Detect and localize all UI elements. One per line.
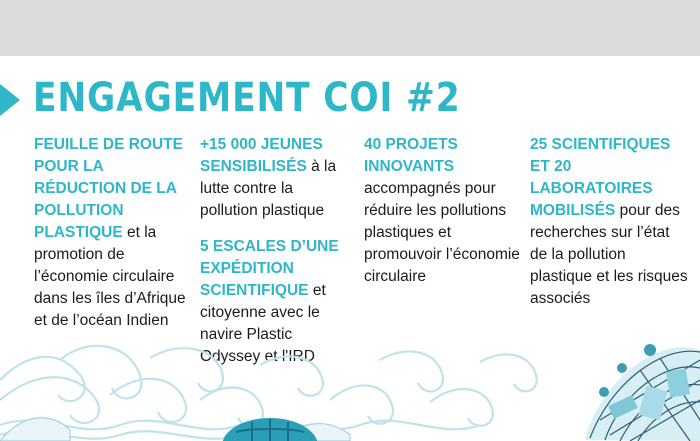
column-block bbox=[34, 134, 192, 332]
column-projects bbox=[364, 134, 524, 288]
block-highlight: +15 000 JEUNES SENSIBILISÉS bbox=[200, 136, 323, 175]
block-text: à la lutte contre la pollution plastique bbox=[200, 158, 337, 219]
arrow-icon bbox=[0, 84, 20, 116]
column-block bbox=[530, 134, 690, 310]
column-youth bbox=[200, 134, 352, 368]
column-roadmap bbox=[34, 134, 192, 332]
top-band bbox=[0, 0, 700, 56]
fishing-net-shape bbox=[585, 344, 700, 441]
column-block bbox=[200, 134, 352, 222]
block-highlight: 40 PROJETS INNOVANTS bbox=[364, 136, 458, 175]
block-highlight: FEUILLE DE ROUTE POUR LA RÉDUCTION DE LA POLLUTION PLASTIQUE bbox=[34, 136, 183, 241]
block-text: accompagnés pour réduire les pollutions plastiques et promouvoir l’économie circulaire bbox=[364, 180, 520, 285]
page-title: ENGAGEMENT COI #2 bbox=[33, 75, 461, 121]
block-text: et la promotion de l’économie circulaire dans les îles d’Afrique et de l’océan Indien bbox=[34, 224, 186, 329]
wave-illustration bbox=[0, 340, 700, 441]
block-highlight: 5 ESCALES D’UNE EXPÉDITION SCIENTIFIQUE bbox=[200, 238, 339, 299]
block-text: pour des recherches sur l’état de la pollution plastique et les risques associés bbox=[530, 202, 688, 307]
column-block bbox=[364, 134, 524, 288]
column-scientists bbox=[530, 134, 690, 310]
block-highlight: 25 SCIENTIFIQUES ET 20 LABORATOIRES MOBILISÉS bbox=[530, 136, 671, 219]
globe-shape bbox=[222, 418, 318, 441]
block-text: et citoyenne avec le navire Plastic Odyssey et l'IRD bbox=[200, 282, 326, 365]
